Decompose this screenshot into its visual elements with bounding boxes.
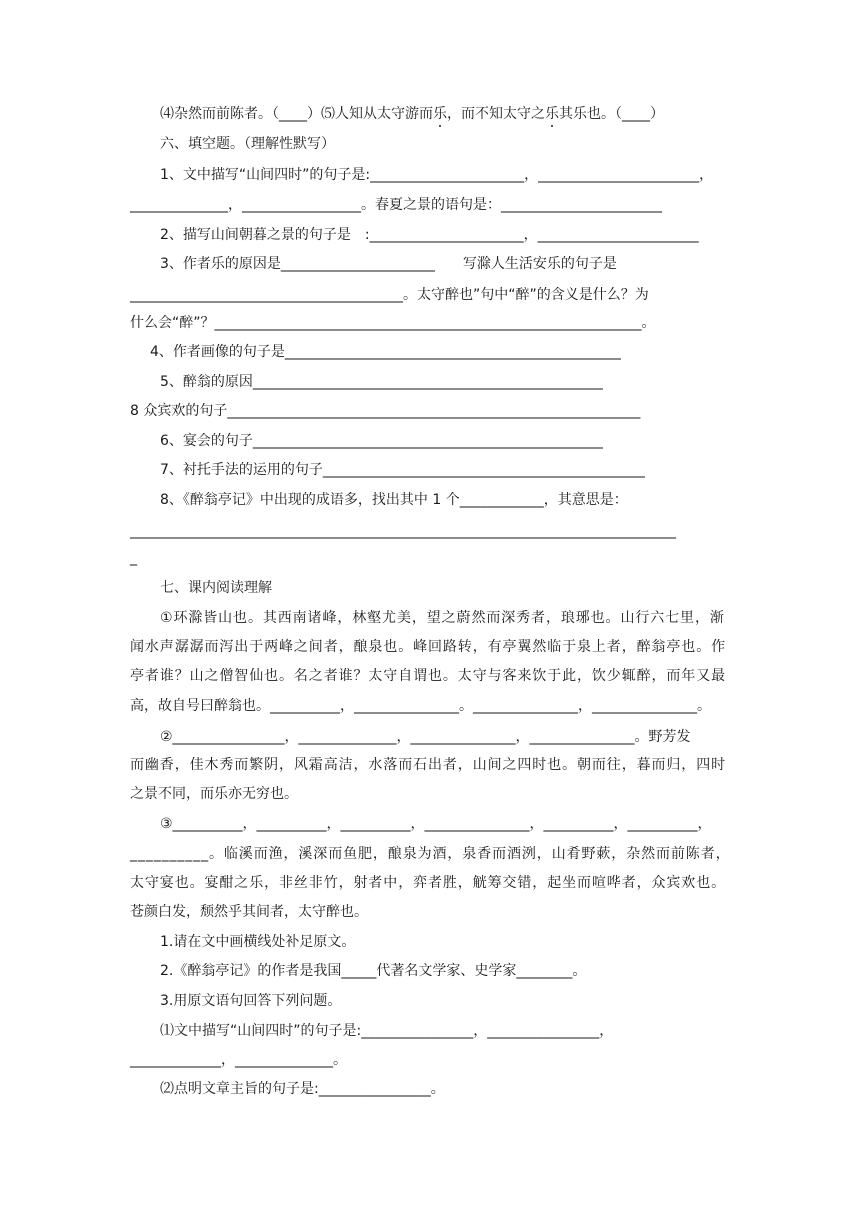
question-line: 2、描写山间朝暮之景的句子是 :______________________，_______________________	[160, 227, 699, 243]
passage-line: 太守宴也。宴酣之乐，非丝非竹，射者中，弈者胜，觥筹交错，起坐而喧哗者，众宾欢也。	[130, 875, 726, 891]
question-line: 什么会“醉”？_____________________________________________________________。	[130, 315, 656, 331]
question-line: 3.用原文语句回答下列问题。	[160, 993, 342, 1009]
question-line: 4、作者画像的句子是________________________________________________	[150, 344, 621, 360]
passage-line: ③__________，__________，__________，_______________，__________，__________，	[160, 816, 712, 832]
question-line: 1、文中描写“山间四时”的句子是:______________________，_______________________，	[160, 167, 714, 183]
answer-line: _______________________________________。太守醉也”句中“醉”的含义是什么？为	[130, 287, 649, 303]
question-line: 7、衬托手法的运用的句子______________________________________________	[160, 462, 645, 478]
question-line: 5、醉翁的原因__________________________________________________	[160, 374, 603, 390]
question-line: 6、宴会的句子__________________________________________________	[160, 433, 603, 449]
question-line: ⑷杂然而前陈者。（____）⑸人知从太守游而乐，而不知太守之乐其乐也。（____）	[160, 106, 664, 122]
answer-line: _	[130, 550, 137, 566]
passage-line: ②________________，______________，_______________，_______________。野芳发	[160, 729, 691, 745]
answer-line: ______________，_________________。春夏之景的语句是：_______________________	[130, 197, 662, 213]
passage-line: ①环滁皆山也。其西南诸峰，林壑尤美，望之蔚然而深秀者，琅琊也。山行六七里，渐	[160, 610, 725, 626]
answer-line: _____________，______________。	[130, 1052, 347, 1068]
emphasis-char: 乐	[433, 106, 447, 122]
question-line: ⑵点明文章主旨的句子是:________________。	[160, 1081, 445, 1097]
passage-line: 之景不同，而乐亦无穷也。	[130, 786, 298, 802]
passage-line: 苍颜白发，颓然乎其间者，太守醉也。	[130, 904, 368, 920]
passage-line: 而幽香，佳木秀而繁阴，风霜高洁，水落而石出者，山间之四时也。朝而往，暮而归，四时	[130, 757, 726, 773]
question-line: 8、《醉翁亭记》中出现的成语多，找出其中 1 个____________，其意思是：	[160, 492, 628, 508]
emphasis-char: 乐	[545, 106, 559, 122]
passage-line: 闻水声潺潺而泻出于两峰之间者，酿泉也。峰回路转，有亭翼然临于泉上者，醉翁亭也。作	[130, 639, 726, 655]
section-heading-fill-in: 六、填空题。（理解性默写）	[160, 136, 335, 152]
passage-line: __________。临溪而渔，溪深而鱼肥，酿泉为酒，泉香而酒洌，山肴野蔌，杂然而前陈者，	[130, 846, 731, 862]
answer-line: ______________________________________________________________________________	[130, 523, 676, 539]
question-line: 8 众宾欢的句子___________________________________________________________	[130, 403, 641, 419]
question-line: 1.请在文中画横线处补足原文。	[160, 934, 356, 950]
section-heading-reading: 七、课内阅读理解	[160, 580, 272, 596]
passage-line: 高，故自号曰醉翁也。__________，_______________。_______________，_______________。	[130, 698, 711, 714]
question-line: 3、作者乐的原因是______________________ 写滁人生活安乐的句子是	[160, 256, 617, 272]
question-line: ⑴文中描写“山间四时”的句子是:________________，________________，	[160, 1023, 614, 1039]
passage-line: 亭者谁？山之僧智仙也。名之者谁？太守自谓也。太守与客来饮于此，饮少辄醉，而年又最	[130, 668, 726, 684]
question-line: 2.《醉翁亭记》的作者是我国_____代著名文学家、史学家________。	[160, 963, 587, 979]
